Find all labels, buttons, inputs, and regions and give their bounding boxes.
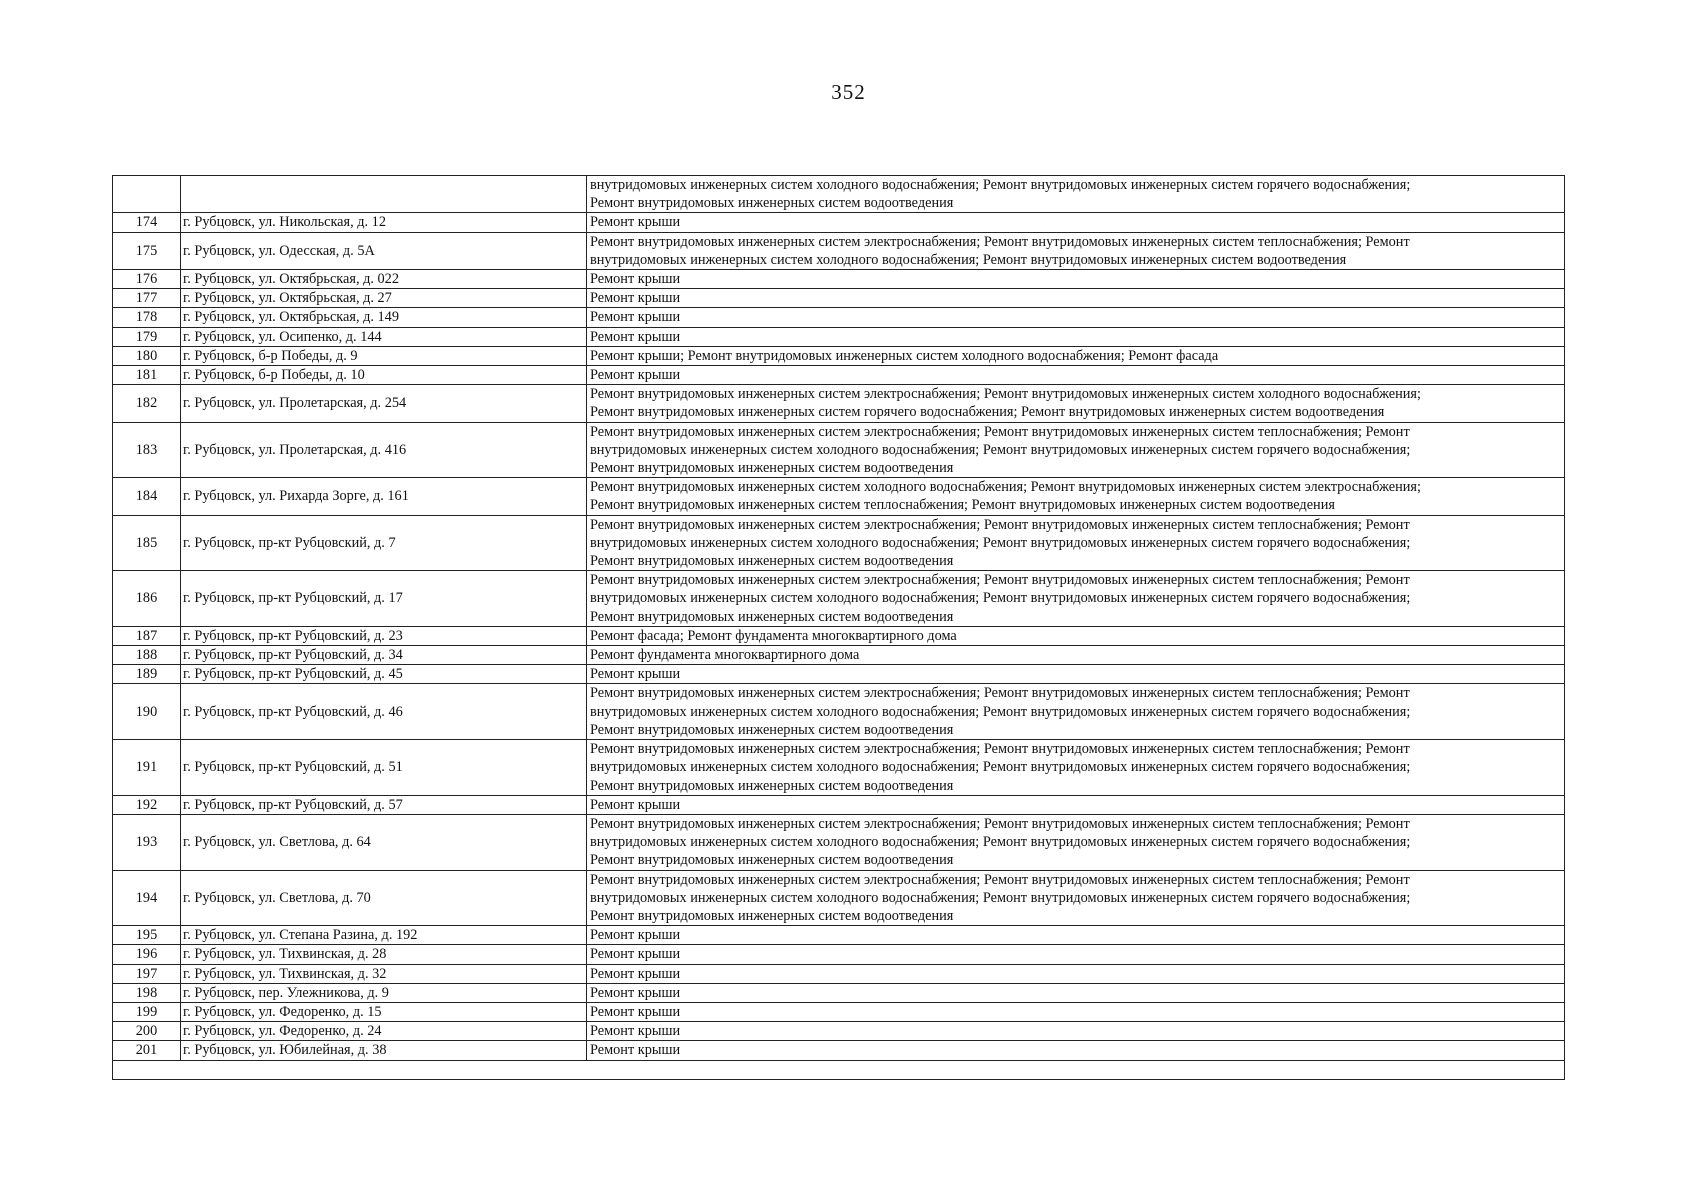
table-row [113, 646, 1565, 665]
row-number-cell: 200 [113, 1022, 181, 1041]
page-number: 352 [831, 80, 866, 104]
works-cell: Ремонт внутридомовых инженерных систем электроснабжения; Ремонт внутридомовых инженерных систем теплоснабжения; Ремонт внутридомовых инженерных систем холодного водоснабжения; Ремонт внутридомовых инженерных систем водоотведения [587, 232, 1565, 269]
table-row [113, 983, 1565, 1002]
works-cell: Ремонт крыши [587, 795, 1565, 814]
row-number-cell: 196 [113, 945, 181, 964]
works-cell: Ремонт фундамента многоквартирного дома [587, 646, 1565, 665]
repair-table [112, 175, 1565, 1080]
table-row [113, 684, 1565, 740]
address-cell: г. Рубцовск, пр-кт Рубцовский, д. 45 [181, 665, 587, 684]
address-cell: г. Рубцовск, ул. Светлова, д. 64 [181, 814, 587, 870]
address-cell: г. Рубцовск, ул. Никольская, д. 12 [181, 213, 587, 232]
table-row [113, 1041, 1565, 1060]
works-cell: Ремонт крыши [587, 1041, 1565, 1060]
row-number-cell: 176 [113, 270, 181, 289]
works-cell: Ремонт внутридомовых инженерных систем холодного водоснабжения; Ремонт внутридомовых инженерных систем электроснабжения; Ремонт внутридомовых инженерных систем теплоснабжения; Ремонт внутридомовых инженерных систем водоотведения [587, 478, 1565, 515]
address-cell: г. Рубцовск, ул. Степана Разина, д. 192 [181, 926, 587, 945]
row-number-cell [113, 176, 181, 213]
table-row [113, 945, 1565, 964]
works-cell: Ремонт крыши [587, 983, 1565, 1002]
works-cell: внутридомовых инженерных систем холодного водоснабжения; Ремонт внутридомовых инженерных систем горячего водоснабжения; Ремонт внутридомовых инженерных систем водоотведения [587, 176, 1565, 213]
works-cell: Ремонт внутридомовых инженерных систем электроснабжения; Ремонт внутридомовых инженерных систем теплоснабжения; Ремонт внутридомовых инженерных систем холодного водоснабжения; Ремонт внутридомовых инженерных систем горячего водоснабжения; Ремонт внутридомовых инженерных систем водоотведения [587, 515, 1565, 571]
works-cell: Ремонт внутридомовых инженерных систем электроснабжения; Ремонт внутридомовых инженерных систем теплоснабжения; Ремонт внутридомовых инженерных систем холодного водоснабжения; Ремонт внутридомовых инженерных систем горячего водоснабжения; Ремонт внутридомовых инженерных систем водоотведения [587, 684, 1565, 740]
address-cell: г. Рубцовск, ул. Пролетарская, д. 254 [181, 385, 587, 422]
table-row [113, 213, 1565, 232]
table-row [113, 478, 1565, 515]
table-row [113, 366, 1565, 385]
table-row [113, 308, 1565, 327]
address-cell: г. Рубцовск, ул. Федоренко, д. 15 [181, 1002, 587, 1021]
row-number-cell: 177 [113, 289, 181, 308]
works-cell: Ремонт внутридомовых инженерных систем электроснабжения; Ремонт внутридомовых инженерных систем холодного водоснабжения; Ремонт внутридомовых инженерных систем горячего водоснабжения; Ремонт внутридомовых инженерных систем водоотведения [587, 385, 1565, 422]
table-row [113, 740, 1565, 796]
empty-cell [113, 1060, 1565, 1079]
row-number-cell: 180 [113, 346, 181, 365]
table-row [113, 665, 1565, 684]
table-row [113, 346, 1565, 365]
table-row [113, 571, 1565, 627]
row-number-cell: 185 [113, 515, 181, 571]
address-cell: г. Рубцовск, пр-кт Рубцовский, д. 23 [181, 626, 587, 645]
table-body [113, 176, 1565, 1080]
address-cell: г. Рубцовск, ул. Тихвинская, д. 28 [181, 945, 587, 964]
row-number-cell: 181 [113, 366, 181, 385]
works-cell: Ремонт крыши [587, 270, 1565, 289]
works-cell: Ремонт крыши [587, 665, 1565, 684]
row-number-cell: 190 [113, 684, 181, 740]
address-cell: г. Рубцовск, б-р Победы, д. 9 [181, 346, 587, 365]
address-cell: г. Рубцовск, пр-кт Рубцовский, д. 34 [181, 646, 587, 665]
works-cell: Ремонт крыши [587, 964, 1565, 983]
row-number-cell: 194 [113, 870, 181, 926]
address-cell: г. Рубцовск, б-р Победы, д. 10 [181, 366, 587, 385]
works-cell: Ремонт крыши [587, 1002, 1565, 1021]
address-cell: г. Рубцовск, пр-кт Рубцовский, д. 46 [181, 684, 587, 740]
table-row [113, 1022, 1565, 1041]
row-number-cell: 178 [113, 308, 181, 327]
table-row [113, 926, 1565, 945]
row-number-cell: 201 [113, 1041, 181, 1060]
works-cell: Ремонт фасада; Ремонт фундамента многоквартирного дома [587, 626, 1565, 645]
address-cell: г. Рубцовск, пер. Улежникова, д. 9 [181, 983, 587, 1002]
works-cell: Ремонт внутридомовых инженерных систем электроснабжения; Ремонт внутридомовых инженерных систем теплоснабжения; Ремонт внутридомовых инженерных систем холодного водоснабжения; Ремонт внутридомовых инженерных систем горячего водоснабжения; Ремонт внутридомовых инженерных систем водоотведения [587, 870, 1565, 926]
address-cell: г. Рубцовск, ул. Пролетарская, д. 416 [181, 422, 587, 478]
address-cell: г. Рубцовск, ул. Октябрьская, д. 27 [181, 289, 587, 308]
row-number-cell: 197 [113, 964, 181, 983]
address-cell: г. Рубцовск, ул. Светлова, д. 70 [181, 870, 587, 926]
works-cell: Ремонт крыши; Ремонт внутридомовых инженерных систем холодного водоснабжения; Ремонт фасада [587, 346, 1565, 365]
table-row [113, 385, 1565, 422]
row-number-cell: 182 [113, 385, 181, 422]
table-row [113, 422, 1565, 478]
works-cell: Ремонт крыши [587, 327, 1565, 346]
works-cell: Ремонт внутридомовых инженерных систем электроснабжения; Ремонт внутридомовых инженерных систем теплоснабжения; Ремонт внутридомовых инженерных систем холодного водоснабжения; Ремонт внутридомовых инженерных систем горячего водоснабжения; Ремонт внутридомовых инженерных систем водоотведения [587, 740, 1565, 796]
address-cell: г. Рубцовск, ул. Одесская, д. 5А [181, 232, 587, 269]
table-row [113, 327, 1565, 346]
row-number-cell: 198 [113, 983, 181, 1002]
table-row [113, 270, 1565, 289]
table-row [113, 795, 1565, 814]
address-cell: г. Рубцовск, ул. Юбилейная, д. 38 [181, 1041, 587, 1060]
table-row [113, 289, 1565, 308]
table-row [113, 870, 1565, 926]
works-cell: Ремонт крыши [587, 366, 1565, 385]
row-number-cell: 175 [113, 232, 181, 269]
table-row [113, 515, 1565, 571]
works-cell: Ремонт крыши [587, 289, 1565, 308]
address-cell: г. Рубцовск, пр-кт Рубцовский, д. 7 [181, 515, 587, 571]
table-row [113, 964, 1565, 983]
address-cell: г. Рубцовск, ул. Октябрьская, д. 022 [181, 270, 587, 289]
address-cell: г. Рубцовск, пр-кт Рубцовский, д. 17 [181, 571, 587, 627]
address-cell: г. Рубцовск, ул. Рихарда Зорге, д. 161 [181, 478, 587, 515]
row-number-cell: 191 [113, 740, 181, 796]
table-row [113, 1002, 1565, 1021]
row-number-cell: 187 [113, 626, 181, 645]
row-number-cell: 174 [113, 213, 181, 232]
address-cell [181, 176, 587, 213]
row-number-cell: 183 [113, 422, 181, 478]
row-number-cell: 189 [113, 665, 181, 684]
table-row [113, 232, 1565, 269]
works-cell: Ремонт крыши [587, 213, 1565, 232]
row-number-cell: 192 [113, 795, 181, 814]
works-cell: Ремонт внутридомовых инженерных систем электроснабжения; Ремонт внутридомовых инженерных систем теплоснабжения; Ремонт внутридомовых инженерных систем холодного водоснабжения; Ремонт внутридомовых инженерных систем горячего водоснабжения; Ремонт внутридомовых инженерных систем водоотведения [587, 571, 1565, 627]
works-cell: Ремонт внутридомовых инженерных систем электроснабжения; Ремонт внутридомовых инженерных систем теплоснабжения; Ремонт внутридомовых инженерных систем холодного водоснабжения; Ремонт внутридомовых инженерных систем горячего водоснабжения; Ремонт внутридомовых инженерных систем водоотведения [587, 814, 1565, 870]
table-row [113, 176, 1565, 213]
table-row [113, 626, 1565, 645]
works-cell: Ремонт внутридомовых инженерных систем электроснабжения; Ремонт внутридомовых инженерных систем теплоснабжения; Ремонт внутридомовых инженерных систем холодного водоснабжения; Ремонт внутридомовых инженерных систем горячего водоснабжения; Ремонт внутридомовых инженерных систем водоотведения [587, 422, 1565, 478]
row-number-cell: 179 [113, 327, 181, 346]
address-cell: г. Рубцовск, ул. Тихвинская, д. 32 [181, 964, 587, 983]
row-number-cell: 195 [113, 926, 181, 945]
address-cell: г. Рубцовск, ул. Октябрьская, д. 149 [181, 308, 587, 327]
works-cell: Ремонт крыши [587, 308, 1565, 327]
works-cell: Ремонт крыши [587, 926, 1565, 945]
row-number-cell: 193 [113, 814, 181, 870]
table-row [113, 814, 1565, 870]
works-cell: Ремонт крыши [587, 1022, 1565, 1041]
row-number-cell: 188 [113, 646, 181, 665]
table-empty-row [113, 1060, 1565, 1079]
row-number-cell: 186 [113, 571, 181, 627]
works-cell: Ремонт крыши [587, 945, 1565, 964]
row-number-cell: 199 [113, 1002, 181, 1021]
address-cell: г. Рубцовск, пр-кт Рубцовский, д. 57 [181, 795, 587, 814]
address-cell: г. Рубцовск, ул. Федоренко, д. 24 [181, 1022, 587, 1041]
row-number-cell: 184 [113, 478, 181, 515]
address-cell: г. Рубцовск, пр-кт Рубцовский, д. 51 [181, 740, 587, 796]
address-cell: г. Рубцовск, ул. Осипенко, д. 144 [181, 327, 587, 346]
